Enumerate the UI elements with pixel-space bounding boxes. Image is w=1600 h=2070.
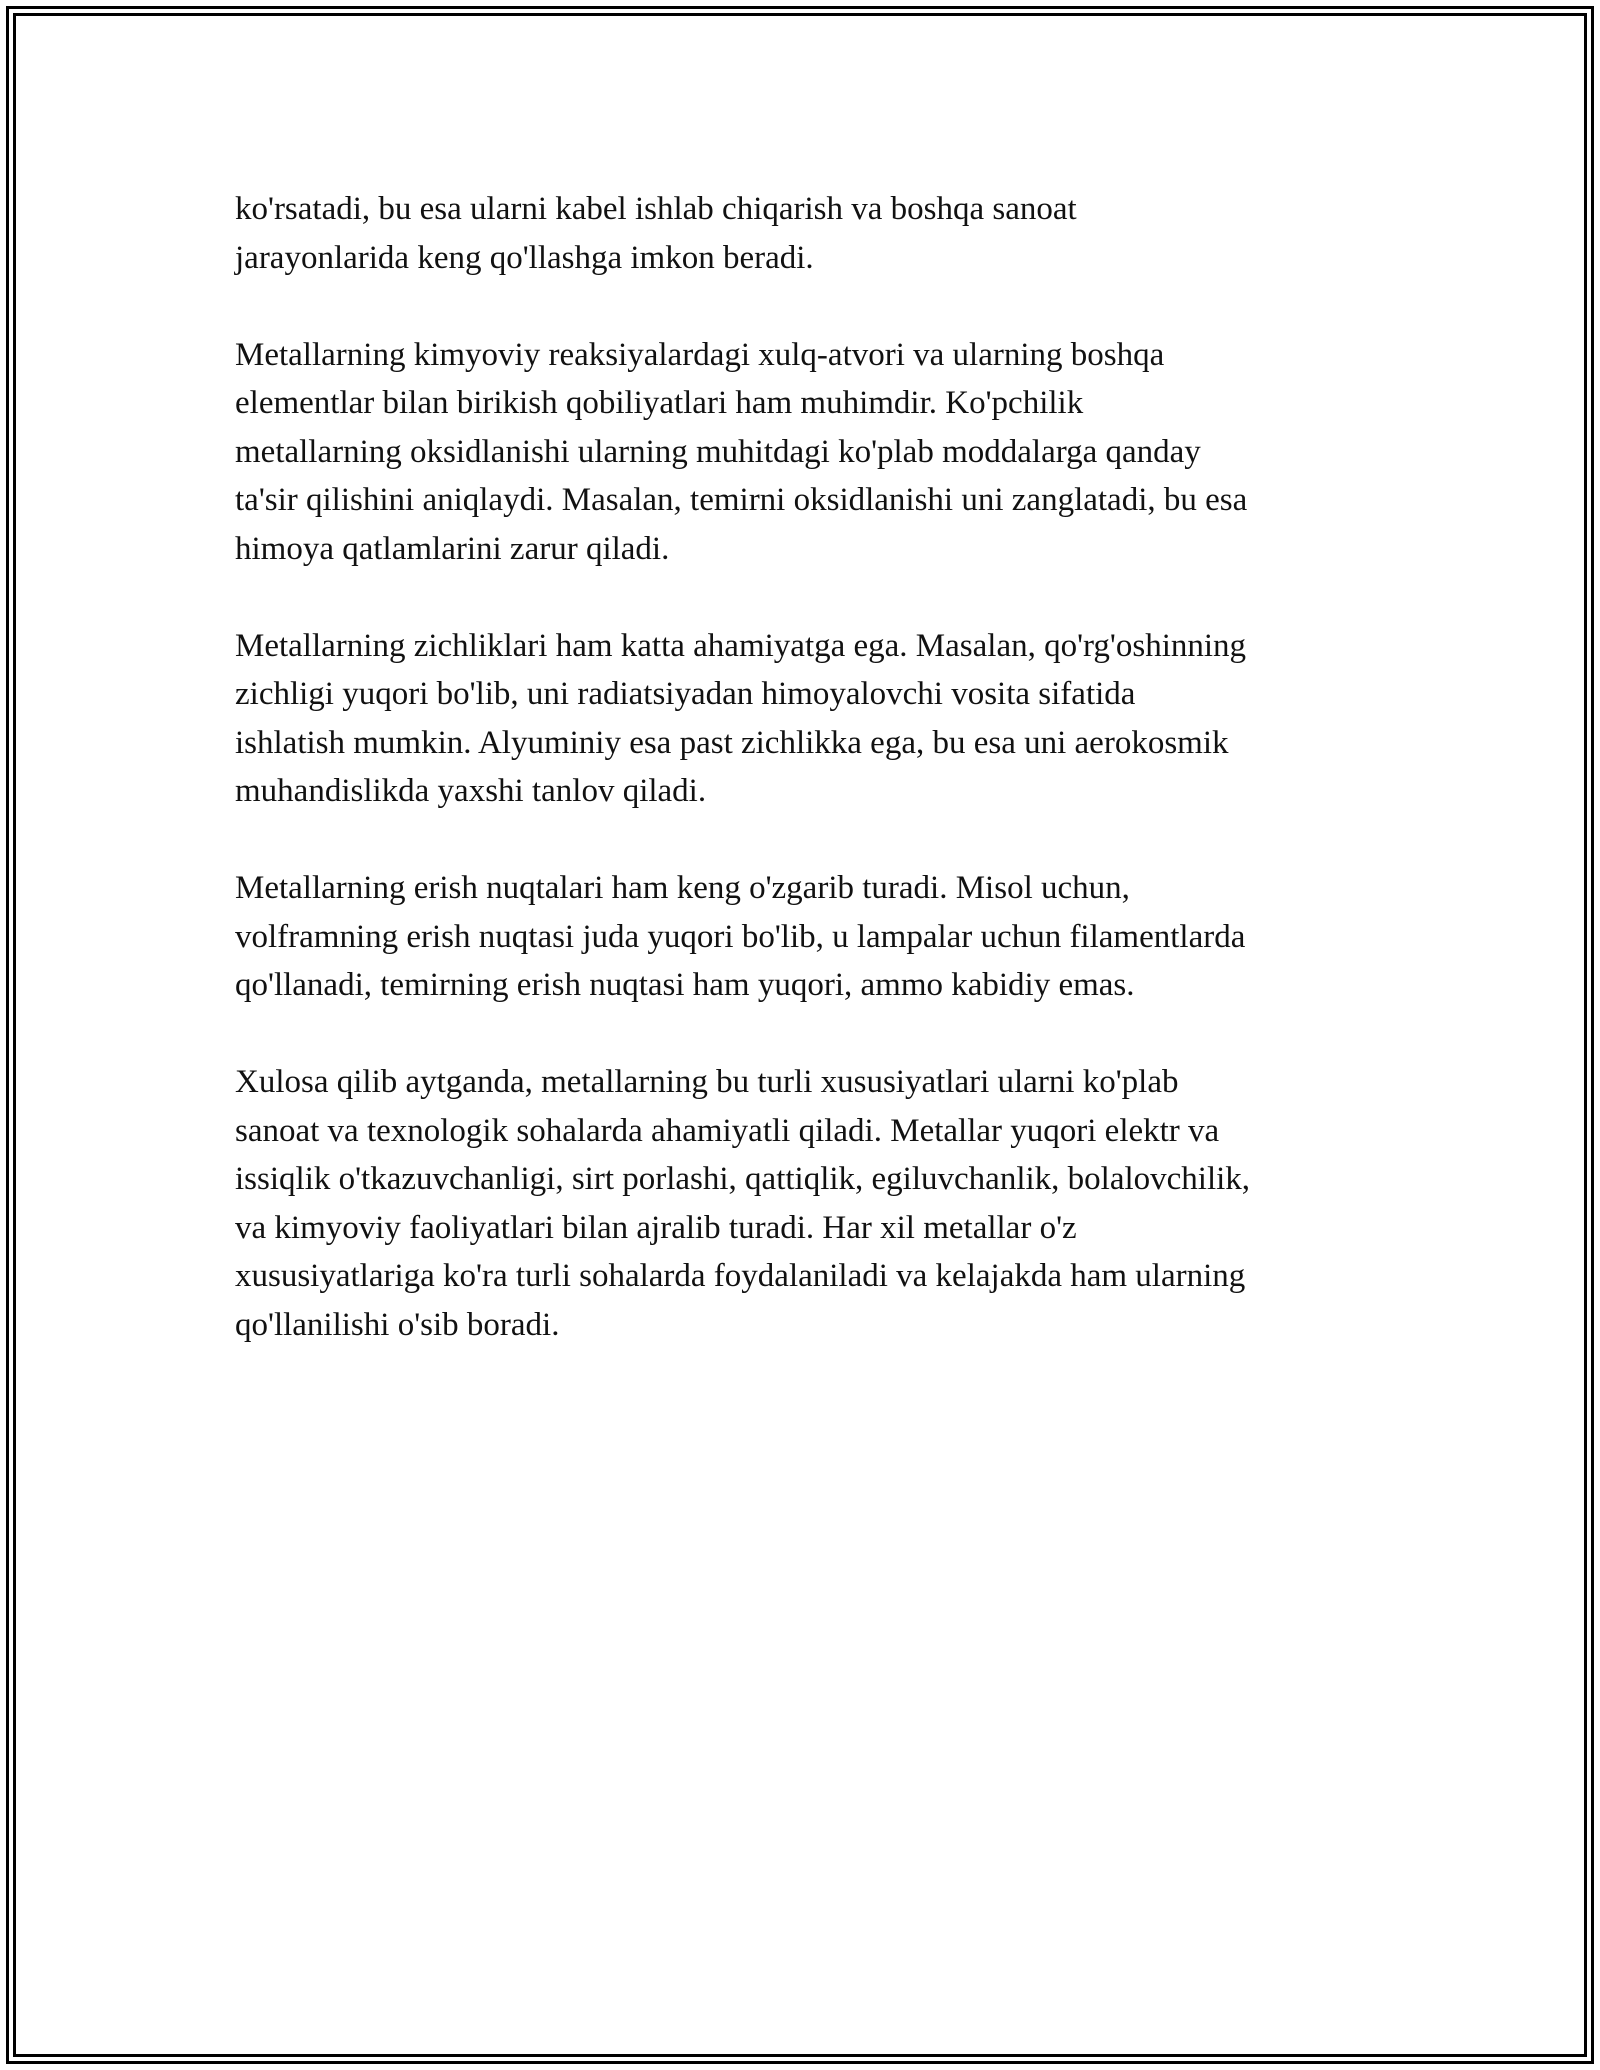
paragraph-cable-usage: ko'rsatadi, bu esa ularni kabel ishlab chiqarish va boshqa sanoat jarayonlarida keng qo'llashga imkon beradi. [235, 191, 1077, 276]
paragraph-chemical-behavior: Metallarning kimyoviy reaksiyalardagi xulq-atvori va ularning boshqa elementlar bilan birikish qobiliyatlari ham muhimdir. Ko'pchilik metallarning oksidlanishi ularning muhitdagi ko'plab moddalarga qanday ta'sir qilishini aniqlaydi. Masalan, temirni oksidlanishi uni zanglatadi, bu esa himoya qatlamlarini zarur qiladi. [235, 336, 1248, 567]
document-body [235, 185, 1370, 1398]
paragraph-density: Metallarning zichliklari ham katta ahamiyatga ega. Masalan, qo'rg'oshinning zichligi yuqori bo'lib, uni radiatsiyadan himoyalovchi vosita sifatida ishlatish mumkin. Alyuminiy esa past zichlikka ega, bu esa uni aerokosmik muhandislikda yaxshi tanlov qiladi. [235, 627, 1247, 809]
paragraph-conclusion: Xulosa qilib aytganda, metallarning bu turli xususiyatlari ularni ko'plab sanoat va texnologik sohalarda ahamiyatli qiladi. Metallar yuqori elektr va issiqlik o'tkazuvchanligi, sirt porlashi, qattiqlik, egiluvchanlik, bolalovchilik, va kimyoviy faoliyatlari bilan ajralib turadi. Har xil metallar o'z xususiyatlariga ko'ra turli sohalarda foydalaniladi va kelajakda ham ularning qo'llanilishi o'sib boradi. [235, 1064, 1251, 1343]
paragraph-melting-points: Metallarning erish nuqtalari ham keng o'zgarib turadi. Misol uchun, volframning erish nuqtasi juda yuqori bo'lib, u lampalar uchun filamentlarda qo'llanadi, temirning erish nuqtasi ham yuqori, ammo kabidiy emas. [235, 870, 1246, 1003]
